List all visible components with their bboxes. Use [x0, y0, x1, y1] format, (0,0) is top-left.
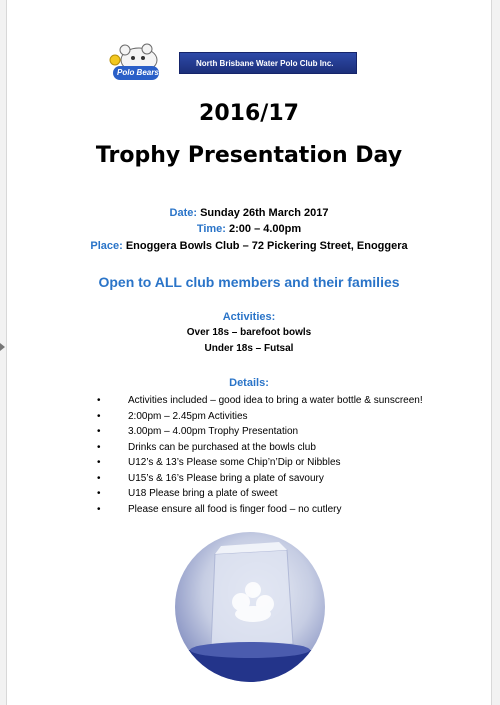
details-list — [97, 393, 477, 517]
club-banner: North Brisbane Water Polo Club Inc. — [179, 52, 357, 74]
open-to-all-line: Open to ALL club members and their families — [98, 274, 400, 290]
bear-icon — [109, 40, 181, 84]
date-label: Date: — [169, 207, 198, 219]
place-value: Enoggera Bowls Club – 72 Pickering Street, Enoggera — [125, 240, 408, 252]
time-line — [7, 223, 491, 235]
list-item — [97, 409, 477, 425]
logo-text: Polo Bears — [117, 68, 159, 77]
bullet: • — [97, 426, 101, 438]
time-value: 2:00 – 4.00pm — [229, 223, 302, 235]
date-value: Sunday 26th March 2017 — [200, 207, 329, 219]
bullet: • — [97, 457, 101, 469]
bullet: • — [97, 488, 101, 500]
list-item — [97, 455, 477, 471]
detail-text: U12’s & 13’s Please some Chip’n’Dip or Nibbles — [128, 457, 341, 469]
bullet: • — [97, 395, 101, 407]
list-item — [97, 471, 477, 487]
bullet: • — [97, 410, 101, 422]
right-scroll-edge — [491, 0, 500, 705]
bullet: • — [97, 503, 101, 515]
crystal-trophy-icon — [175, 532, 325, 682]
activities-heading: Activities: — [222, 311, 276, 323]
detail-text: Please ensure all food is finger food – no cutlery — [128, 503, 342, 515]
activity-item: Under 18s – Futsal — [204, 343, 294, 354]
details-heading: Details: — [229, 377, 269, 389]
time-label: Time: — [196, 223, 226, 235]
polo-bears-logo — [109, 40, 181, 84]
detail-text: 3.00pm – 4.00pm Trophy Presentation — [128, 426, 299, 438]
page-title: Trophy Presentation Day — [95, 143, 403, 168]
list-item — [97, 502, 477, 518]
detail-text: U18 Please bring a plate of sweet — [128, 488, 278, 500]
left-scroll-edge — [0, 0, 7, 705]
bullet: • — [97, 441, 101, 453]
place-line — [7, 240, 491, 252]
page-title-year: 2016/17 — [199, 101, 299, 126]
place-label: Place: — [90, 240, 123, 252]
activity-item: Over 18s – barefoot bowls — [186, 327, 312, 338]
detail-text: U15’s & 16’s Please bring a plate of savoury — [128, 472, 324, 484]
list-item — [97, 440, 477, 456]
bullet: • — [97, 472, 101, 484]
expand-arrow-icon[interactable] — [0, 343, 5, 351]
list-item — [97, 424, 477, 440]
list-item — [97, 486, 477, 502]
trophy-photo — [175, 532, 325, 682]
detail-text: 2:00pm – 2.45pm Activities — [128, 410, 248, 422]
detail-text: Activities included – good idea to bring a water bottle & sunscreen! — [128, 395, 423, 407]
detail-text: Drinks can be purchased at the bowls club — [128, 441, 316, 453]
list-item — [97, 393, 477, 409]
date-line — [7, 207, 491, 219]
document-page — [7, 0, 491, 705]
